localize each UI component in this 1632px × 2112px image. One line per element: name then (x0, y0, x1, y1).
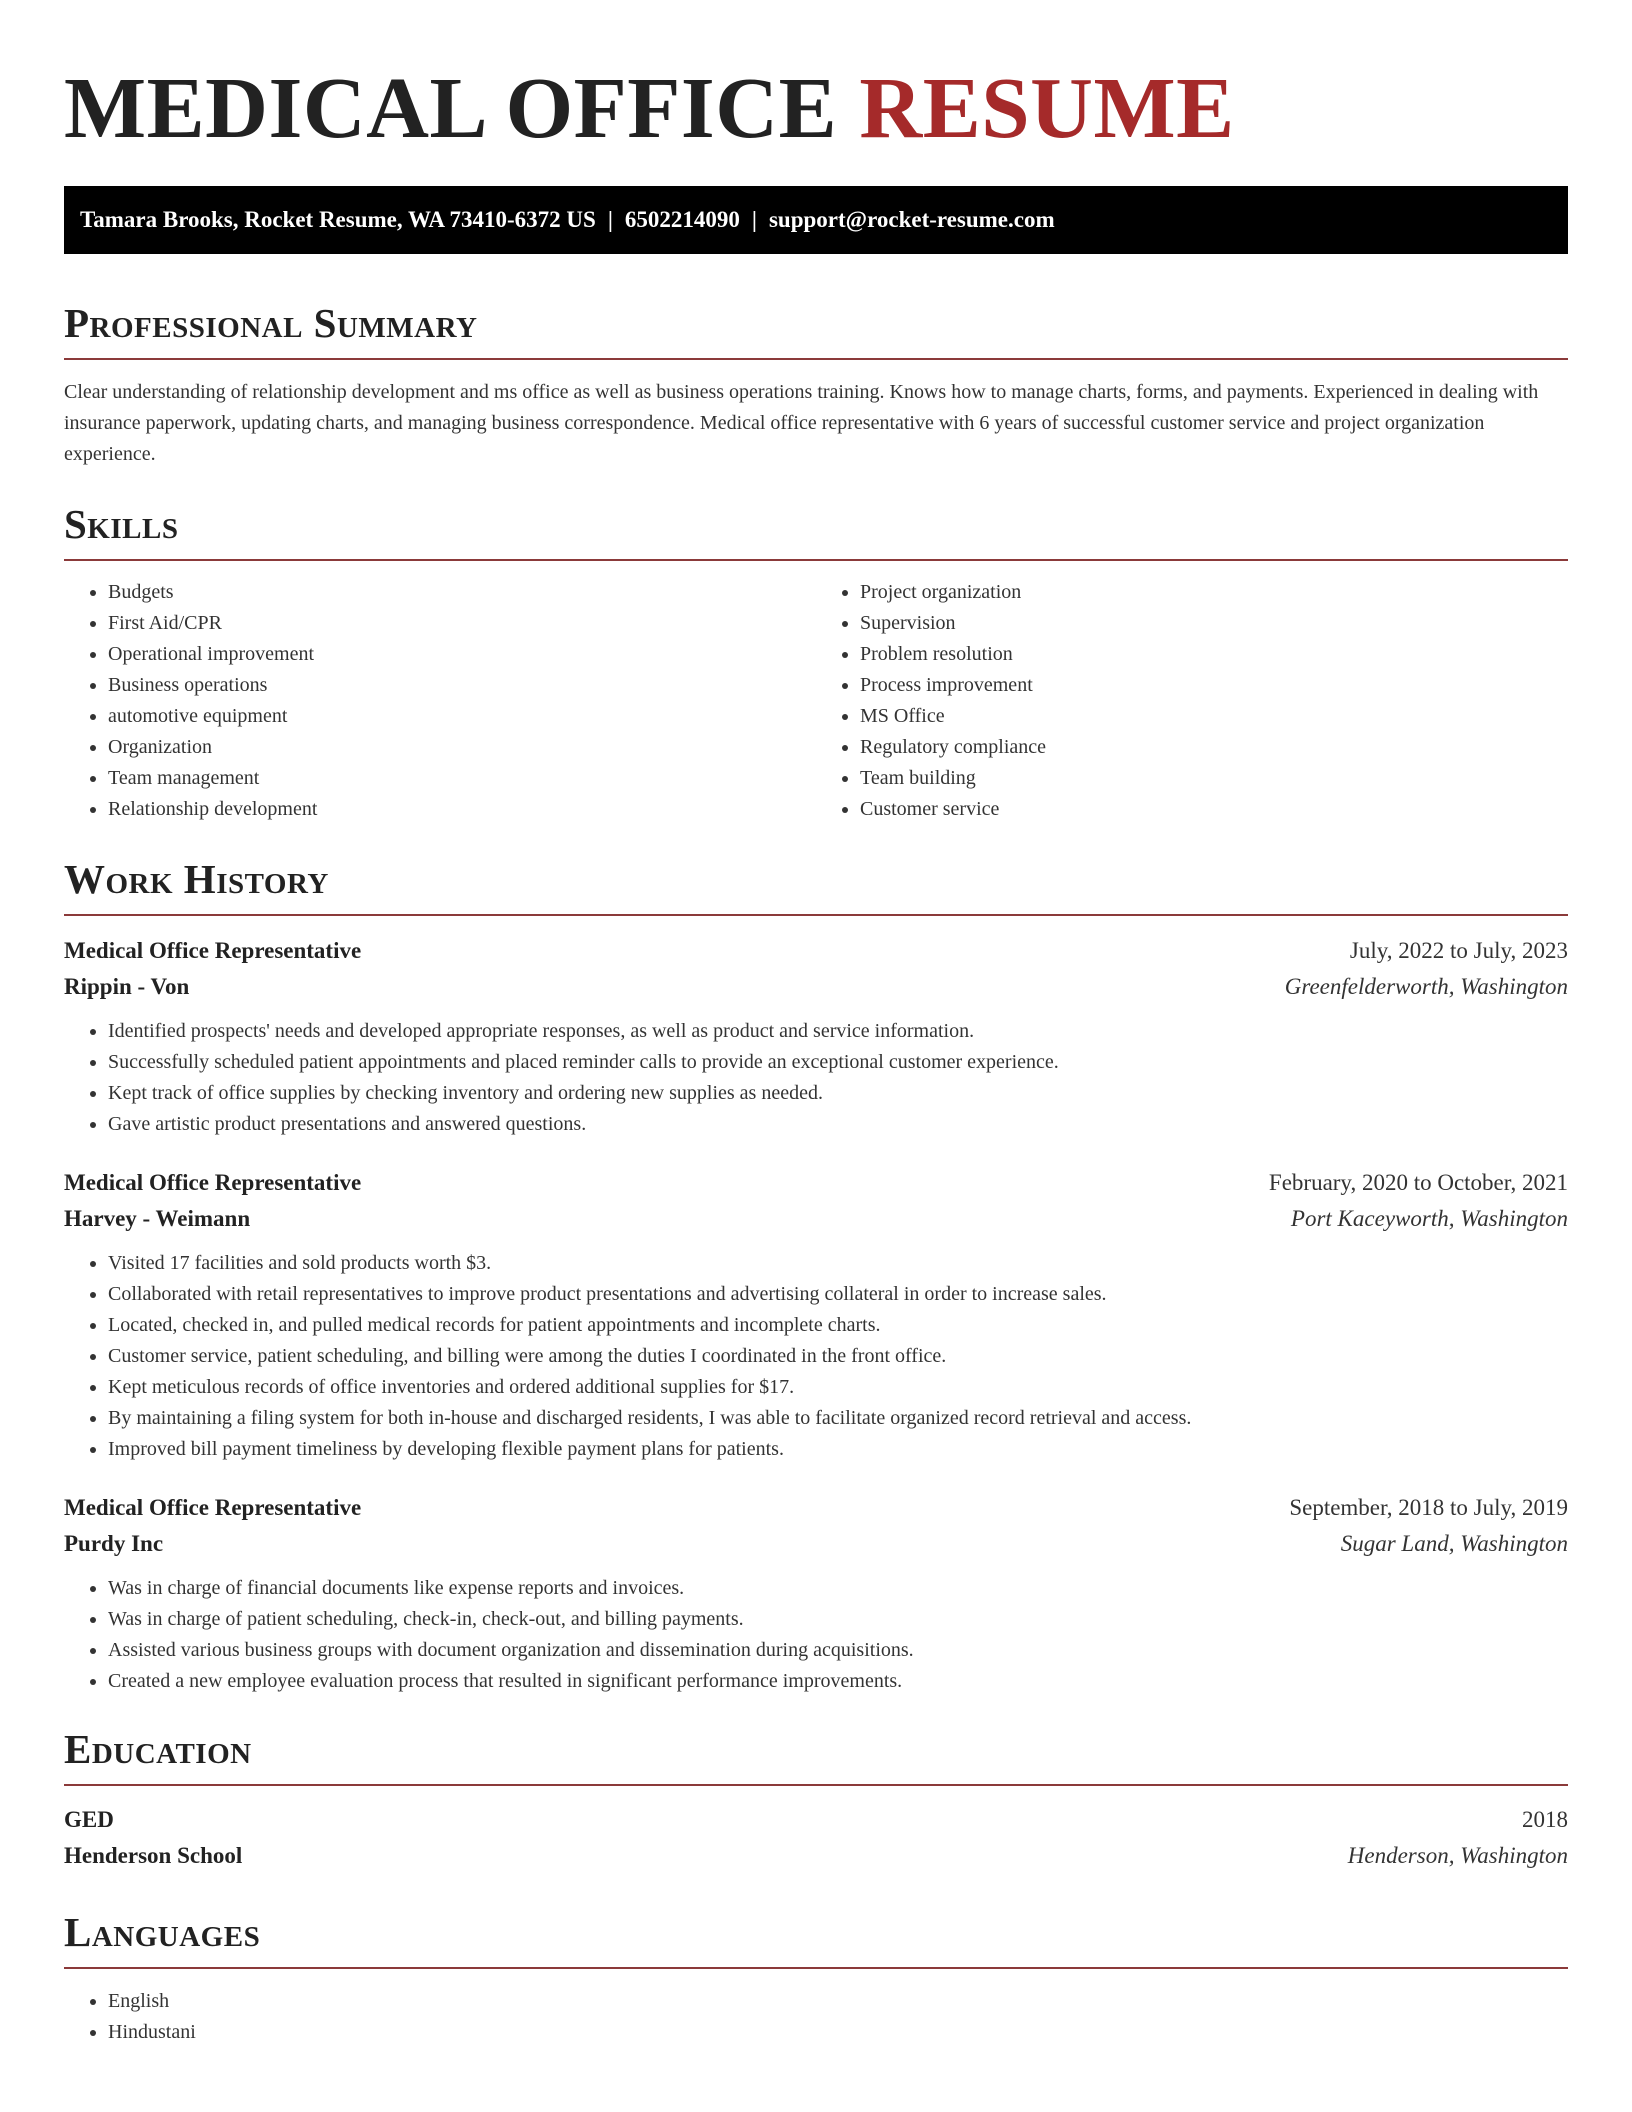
job-bullet: • Improved bill payment timeliness by developing flexible payment plans for patients. (108, 1434, 1568, 1465)
job-company: Purdy Inc (64, 1531, 164, 1556)
job-row (64, 1490, 1568, 1526)
job-dates: September, 2018 to July, 2019 (1289, 1495, 1568, 1520)
job-title: Medical Office Representative (64, 1495, 362, 1520)
education-entry (64, 1802, 1568, 1874)
job-title: Medical Office Representative (64, 1170, 362, 1195)
job-row (64, 1526, 1568, 1562)
job-row (64, 969, 1568, 1005)
contact-address: Tamara Brooks, Rocket Resume, WA 73410-6372 US (80, 207, 596, 232)
job-bullets (64, 1573, 1568, 1697)
education-section (64, 1726, 1568, 1874)
job-bullet: • Kept meticulous records of office inventories and ordered additional supplies for $17. (108, 1372, 1568, 1403)
education-location: Henderson, Washington (1347, 1843, 1568, 1868)
contact-phone: 6502214090 (624, 207, 740, 232)
resume-title (64, 56, 1568, 159)
education-degree: GED (64, 1807, 114, 1832)
job-company: Rippin - Von (64, 974, 190, 999)
job-entry (64, 933, 1568, 1140)
job-bullet: • Assisted various business groups with document organization and dissemination during acquisitions. (108, 1635, 1568, 1666)
work-section (64, 856, 1568, 1697)
contact-separator: | (751, 207, 757, 232)
job-bullet: • Visited 17 facilities and sold products worth $3. (108, 1248, 1568, 1279)
skill-item: • Problem resolution (860, 639, 1568, 670)
contact-email: support@rocket-resume.com (768, 207, 1055, 232)
job-bullet: • Customer service, patient scheduling, and billing were among the duties I coordinated in the front office. (108, 1341, 1568, 1372)
skill-item: • Project organization (860, 577, 1568, 608)
education-row-degree (64, 1802, 1568, 1838)
job-bullet: • Kept track of office supplies by checking inventory and ordering new supplies as needed. (108, 1078, 1568, 1109)
job-dates: February, 2020 to October, 2021 (1268, 1170, 1568, 1195)
summary-section (64, 300, 1568, 470)
education-school: Henderson School (64, 1843, 243, 1868)
skills-list-right (816, 577, 1568, 825)
section-heading-languages: Languages (64, 1912, 1568, 1969)
skill-item: • Business operations (108, 670, 816, 701)
language-item: • Hindustani (108, 2017, 1568, 2048)
skill-item: • Team management (108, 763, 816, 794)
language-item: • English (108, 1986, 1568, 2017)
skill-item: • Process improvement (860, 670, 1568, 701)
education-year: 2018 (1522, 1807, 1568, 1832)
job-bullets (64, 1248, 1568, 1465)
skill-item: • Operational improvement (108, 639, 816, 670)
job-dates: July, 2022 to July, 2023 (1349, 938, 1568, 963)
skill-item: • Team building (860, 763, 1568, 794)
skill-item: • automotive equipment (108, 701, 816, 732)
skill-item: • MS Office (860, 701, 1568, 732)
job-location: Port Kaceyworth, Washington (1290, 1206, 1568, 1231)
job-bullet: • Gave artistic product presentations and answered questions. (108, 1109, 1568, 1140)
job-entry (64, 1490, 1568, 1697)
job-bullet: • Created a new employee evaluation process that resulted in significant performance improvements. (108, 1666, 1568, 1697)
work-history-list (64, 933, 1568, 1697)
job-bullet: • Identified prospects' needs and developed appropriate responses, as well as product and service information. (108, 1016, 1568, 1047)
skills-section (64, 501, 1568, 825)
job-bullet: • Successfully scheduled patient appointments and placed reminder calls to provide an exceptional customer experience. (108, 1047, 1568, 1078)
job-bullet: • Collaborated with retail representatives to improve product presentations and advertising collateral in order to increase sales. (108, 1279, 1568, 1310)
job-bullets (64, 1016, 1568, 1140)
section-heading-skills: Skills (64, 504, 1568, 561)
contact-bar (64, 186, 1568, 254)
education-row-school (64, 1838, 1568, 1874)
job-row (64, 933, 1568, 969)
job-row (64, 1165, 1568, 1201)
job-bullet: • By maintaining a filing system for both in-house and discharged residents, I was able to facilitate organized record retrieval and access. (108, 1403, 1568, 1434)
skill-item: • Budgets (108, 577, 816, 608)
skill-item: • Supervision (860, 608, 1568, 639)
title-accent: RESUME (859, 59, 1235, 156)
skill-item: • Customer service (860, 794, 1568, 825)
title-main: MEDICAL OFFICE (64, 59, 838, 156)
job-location: Sugar Land, Washington (1340, 1531, 1568, 1556)
languages-list (64, 1986, 1568, 2048)
skill-item: • First Aid/CPR (108, 608, 816, 639)
job-bullet: • Was in charge of patient scheduling, check-in, check-out, and billing payments. (108, 1604, 1568, 1635)
skills-grid (64, 577, 1568, 825)
job-company: Harvey - Weimann (64, 1206, 251, 1231)
section-heading-education: Education (64, 1729, 1568, 1786)
section-heading-summary: Professional Summary (64, 303, 1568, 360)
job-bullet: • Located, checked in, and pulled medical records for patient appointments and incomplete charts. (108, 1310, 1568, 1341)
skill-item: • Regulatory compliance (860, 732, 1568, 763)
summary-text: Clear understanding of relationship development and ms office as well as business operations training. Knows how to manage charts, forms, and payments. Experienced in dealing with insurance paperwork, updating charts, and managing business correspondence. Medical office representative with 6 years of successful customer service and project organization experience. (64, 381, 1539, 465)
job-title: Medical Office Representative (64, 938, 362, 963)
job-bullet: • Was in charge of financial documents like expense reports and invoices. (108, 1573, 1568, 1604)
languages-section (64, 1909, 1568, 2048)
skills-list-left (64, 577, 816, 825)
skill-item: • Relationship development (108, 794, 816, 825)
skill-item: • Organization (108, 732, 816, 763)
section-heading-work: Work History (64, 859, 1568, 916)
contact-separator: | (607, 207, 613, 232)
job-entry (64, 1165, 1568, 1465)
job-row (64, 1201, 1568, 1237)
job-location: Greenfelderworth, Washington (1284, 974, 1568, 999)
